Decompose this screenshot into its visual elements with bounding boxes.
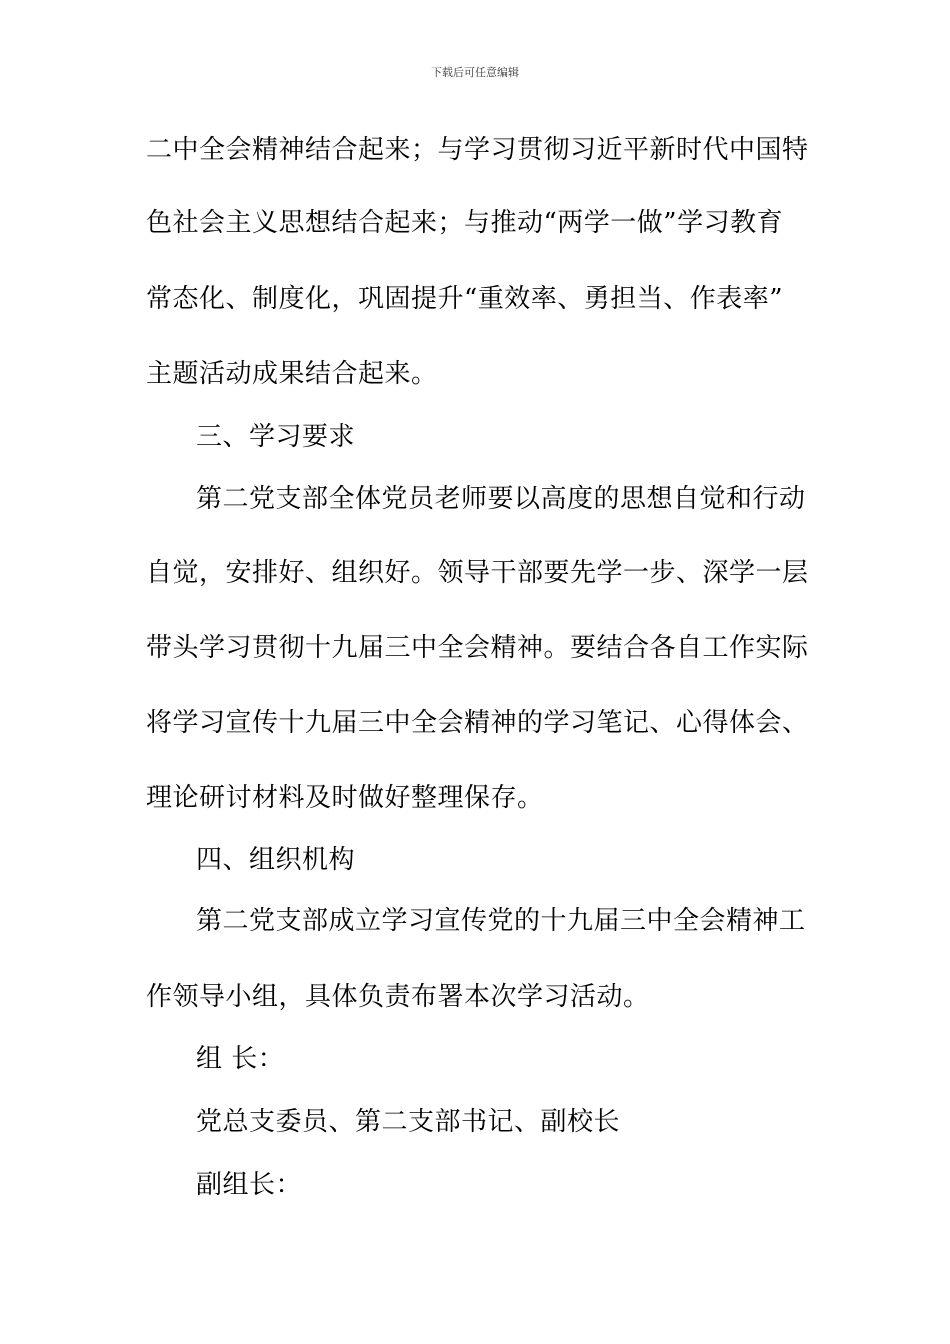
paragraph-line: 自觉，安排好、组织好。领导干部要先学一步、深学一层 [146, 558, 809, 588]
role-label: 组 长： [196, 1044, 285, 1074]
paragraph-line: 带头学习贯彻十九届三中全会精神。要结合各自工作实际 [146, 633, 809, 663]
paragraph-line: 色社会主义思想结合起来；与推动“两学一做”学习教育 [146, 208, 784, 238]
paragraph-line: 主题活动成果结合起来。 [146, 359, 438, 389]
paragraph-line: 第二党支部成立学习宣传党的十九届三中全会精神工 [196, 906, 806, 936]
section-heading: 三、学习要求 [196, 422, 356, 452]
header-note: 下载后可任意编辑 [431, 66, 519, 79]
paragraph-line: 二中全会精神结合起来；与学习贯彻习近平新时代中国特 [146, 135, 809, 165]
paragraph-line: 第二党支部全体党员老师要以高度的思想自觉和行动 [196, 484, 806, 514]
role-holder: 党总支委员、第二支部书记、副校长 [196, 1107, 621, 1137]
paragraph-line: 作领导小组，具体负责布署本次学习活动。 [146, 982, 650, 1012]
paragraph-line: 常态化、制度化，巩固提升“重效率、勇担当、作表率” [146, 284, 784, 314]
paragraph-line: 理论研讨材料及时做好整理保存。 [146, 783, 544, 813]
section-heading: 四、组织机构 [196, 845, 356, 875]
role-label: 副组长： [196, 1170, 303, 1200]
paragraph-line: 将学习宣传十九届三中全会精神的学习笔记、心得体会、 [146, 708, 809, 738]
